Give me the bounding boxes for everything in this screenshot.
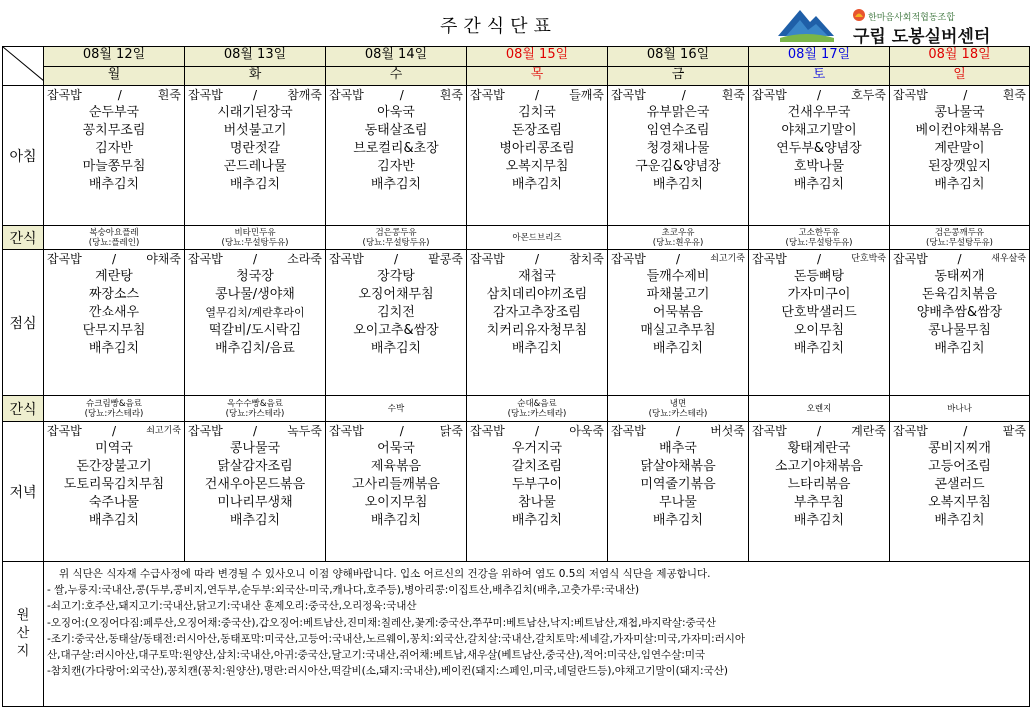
lunch-sep: /: [816, 252, 822, 266]
snack2-name: 바나나: [947, 403, 972, 414]
meal-label-lunch: 점심: [3, 250, 44, 396]
header-corner: [3, 47, 44, 86]
lunch-dish: 배추김치: [88, 341, 140, 356]
day-0: 월: [44, 66, 185, 86]
dinner-porridge: 팥죽: [1002, 424, 1026, 438]
origin-line: -조기:중국산,동태살/동태전:러시아산,동태포막:미국산,고등어:국내산,노르웨이,꽁치:외국산,갈치살:국내산,갈치토막:세네갈,가자미살:미국,가자미:러시아: [47, 632, 746, 645]
breakfast-sep: /: [399, 88, 404, 102]
dinner-rice: 잡곡밥: [470, 424, 505, 438]
breakfast-sep: /: [117, 88, 122, 102]
breakfast-dish: 명란젓갈: [229, 141, 281, 156]
breakfast-dish: 브로컬리&초장: [353, 141, 439, 156]
dinner-rice-porridge-line: [749, 422, 889, 440]
dinner-dish: 배추김치: [793, 513, 845, 528]
origin-line: -참치캔(가다랑어:외국산),꽁치캔(꽁치:원양산),명란:러시아산,떡갈비(소,돼지:국내산),베이컨(돼지:스페인,미국,네덜란드등),야채고기말이(돼지:국산): [47, 665, 728, 678]
snack1-cell-5: [749, 226, 890, 250]
breakfast-sep: /: [534, 88, 540, 102]
breakfast-dish: 연두부&양념장: [776, 141, 862, 156]
weekly-menu-table: [2, 46, 1030, 707]
lunch-dish: 가자미구이: [787, 287, 851, 302]
dinner-dish: 배추김치: [511, 513, 563, 528]
snack2-diabetic-note: (당뇨:카스테라): [648, 408, 708, 419]
date-0: 08월 12일: [44, 47, 185, 67]
breakfast-rice: 잡곡밥: [611, 88, 646, 102]
snack2-name: 옥수수빵&음료: [227, 398, 283, 409]
breakfast-dish: 김자반: [377, 159, 415, 174]
breakfast-porridge: 흰죽: [1002, 88, 1026, 102]
breakfast-dish: 배추김치: [511, 177, 563, 192]
dinner-dish: 콩비지찌개: [928, 441, 991, 456]
breakfast-dish: 버섯불고기: [223, 123, 287, 138]
day-2: 수: [326, 66, 467, 86]
lunch-dish: 떡갈비/도시락김: [208, 323, 302, 338]
dinner-dish: 어묵국: [377, 441, 415, 456]
snack1-diabetic-note: (당뇨:무설탕두유): [362, 237, 430, 248]
dinner-dish: 갈치조림: [511, 459, 563, 474]
page-title: 주간식단표: [440, 16, 557, 37]
corner-diagonal: [3, 47, 44, 81]
lunch-sep: /: [957, 252, 962, 266]
dinner-dish: 제육볶음: [370, 459, 422, 474]
lunch-porridge: 쇠고기죽: [710, 254, 745, 264]
dinner-dish: 도토리묵김치무침: [63, 477, 165, 492]
logo-center-name: 구립 도봉실버센터: [853, 27, 991, 47]
snack2-cell-2: [326, 396, 467, 422]
breakfast-cell-3: [467, 86, 608, 226]
breakfast-dish: 청경채나물: [646, 141, 710, 156]
snack2-name: 오렌지: [806, 403, 832, 414]
dinner-rice-porridge-line: [608, 422, 748, 440]
breakfast-dish: 배추김치: [370, 177, 422, 192]
snack1-cell-3: [467, 226, 608, 250]
lunch-rice-porridge-line: [890, 250, 1029, 268]
lunch-cell-1: [185, 250, 326, 396]
lunch-dish: 배추김치: [370, 341, 422, 356]
breakfast-porridge: 호두죽: [851, 88, 886, 102]
dinner-cell-2: [326, 422, 467, 562]
dinner-porridge: 계란죽: [851, 424, 886, 438]
dinner-sep: /: [399, 424, 404, 438]
dinner-dish: 미나리무생채: [217, 495, 293, 510]
snack1-cell-4: [608, 226, 749, 250]
dinner-rice-porridge-line: [326, 422, 466, 440]
dinner-cell-5: [749, 422, 890, 562]
date-3: 08월 15일: [467, 47, 608, 67]
breakfast-rice: 잡곡밥: [470, 88, 505, 102]
origin-notes: [44, 562, 1030, 707]
dinner-dish: 닭살감자조림: [217, 459, 293, 474]
day-4: 금: [608, 66, 749, 86]
breakfast-rice-porridge-line: [467, 86, 607, 104]
breakfast-rice: 잡곡밥: [329, 88, 364, 102]
lunch-dish: 단호박샐러드: [781, 305, 857, 320]
lunch-dish: 감자고추장조림: [493, 305, 581, 320]
lunch-sep: /: [675, 252, 681, 266]
lunch-dish: 오이무침: [793, 323, 845, 338]
dinner-rice: 잡곡밥: [611, 424, 646, 438]
lunch-dish: 열무김치/계란후라이: [205, 306, 305, 319]
snack1-diabetic-note: (당뇨:무설탕두유): [926, 237, 993, 248]
mountain-logo-icon: [776, 4, 836, 44]
breakfast-dish: 콩나물국: [934, 105, 985, 120]
breakfast-cell-5: [749, 86, 890, 226]
dinner-rice: 잡곡밥: [893, 424, 928, 438]
day-5: 토: [749, 66, 890, 86]
dinner-cell-3: [467, 422, 608, 562]
breakfast-porridge: 흰죽: [721, 88, 745, 102]
title-bar: [0, 0, 1033, 46]
dinner-dish: 황태계란국: [787, 441, 851, 456]
lunch-porridge: 단호박죽: [851, 254, 886, 264]
dinner-rice-porridge-line: [467, 422, 607, 440]
lunch-cell-3: [467, 250, 608, 396]
snack1-name: 검은콩두유: [375, 227, 417, 238]
breakfast-porridge: 흰죽: [157, 88, 181, 102]
breakfast-sep: /: [681, 88, 686, 102]
lunch-dish: 깐쇼새우: [88, 305, 140, 320]
origin-line: - 쌀,누룽지:국내산,콩(두부,콩비지,연두부,순두부:외국산-미국,캐나다,호주등),병아리콩:이집트산,배추김치(배추,고춧가루:국내산): [47, 584, 640, 597]
lunch-porridge: 새우살죽: [991, 254, 1026, 264]
origin-label: [3, 562, 44, 707]
lunch-rice-porridge-line: [749, 250, 889, 268]
dinner-dish: 배추김치: [88, 513, 140, 528]
lunch-rice-porridge-line: [326, 250, 466, 268]
breakfast-cell-1: [185, 86, 326, 226]
breakfast-dish: 아욱국: [377, 105, 415, 120]
day-3: 목: [467, 66, 608, 86]
snack2-name: 슈크림빵&음료: [86, 398, 142, 409]
breakfast-dish: 김치국: [518, 105, 556, 120]
lunch-rice: 잡곡밥: [611, 252, 646, 266]
breakfast-dish: 베이컨야채볶음: [915, 123, 1004, 138]
lunch-sep: /: [111, 252, 117, 266]
snack1-cell-2: [326, 226, 467, 250]
dinner-dish: 돈간장불고기: [76, 459, 152, 474]
dinner-rice-porridge-line: [185, 422, 325, 440]
breakfast-cell-6: [890, 86, 1030, 226]
lunch-dish: 청국장: [236, 269, 274, 284]
lunch-dish: 배추김치: [652, 341, 704, 356]
dinner-cell-4: [608, 422, 749, 562]
breakfast-dish: 오복지무침: [505, 159, 569, 174]
dinner-dish: 느타리볶음: [787, 477, 851, 492]
day-1: 화: [185, 66, 326, 86]
snack2-diabetic-note: (당뇨:카스테라): [225, 408, 285, 419]
dinner-cell-6: [890, 422, 1030, 562]
date-5: 08월 17일: [749, 47, 890, 67]
breakfast-dish: 시래기된장국: [217, 105, 293, 120]
logo-organization: 한마음사회적협동조합: [868, 13, 955, 23]
snack2-cell-0: [44, 396, 185, 422]
lunch-dish: 매실고추무침: [640, 323, 716, 338]
dinner-dish: 참나물: [518, 495, 556, 510]
lunch-dish: 동태찌개: [934, 269, 985, 284]
dinner-dish: 배추김치: [229, 513, 281, 528]
snack1-name: 초코우유: [661, 227, 695, 238]
dinner-sep: /: [534, 424, 540, 438]
dinner-dish: 숙주나물: [88, 495, 140, 510]
dinner-porridge: 아욱죽: [569, 424, 604, 438]
lunch-dish: 파채불고기: [646, 287, 710, 302]
snack1-cell-6: [890, 226, 1030, 250]
snack2-name: 순대&음료: [517, 398, 557, 409]
date-6: 08월 18일: [890, 47, 1030, 67]
breakfast-sep: /: [963, 88, 968, 102]
breakfast-rice-porridge-line: [44, 86, 184, 104]
dinner-cell-0: [44, 422, 185, 562]
dinner-sep: /: [963, 424, 968, 438]
dinner-dish: 닭살야채볶음: [640, 459, 716, 474]
breakfast-dish: 꽁치무조림: [82, 123, 146, 138]
dinner-dish: 배추국: [659, 441, 697, 456]
lunch-dish: 배추김치: [793, 341, 845, 356]
lunch-dish: 삼치데리야끼조림: [486, 287, 588, 302]
breakfast-sep: /: [816, 88, 822, 102]
center-logo: [776, 4, 1032, 47]
dinner-sep: /: [252, 424, 258, 438]
breakfast-dish: 계란말이: [934, 141, 985, 156]
snack2-cell-3: [467, 396, 608, 422]
lunch-dish: 재첩국: [518, 269, 556, 284]
lunch-dish: 어묵볶음: [652, 305, 704, 320]
breakfast-dish: 김자반: [95, 141, 133, 156]
dinner-sep: /: [675, 424, 681, 438]
lunch-rice-porridge-line: [185, 250, 325, 268]
breakfast-dish: 야채고기말이: [781, 123, 857, 138]
lunch-rice: 잡곡밥: [893, 252, 928, 266]
origin-line: 산,대구살:러시아산,대구토막:원양산,삼치:국내산,아귀:중국산,달고기:국내산,쥐어채:베트남,새우살(베트남산,중국산),적어:미국산,임연수살:미국: [47, 649, 706, 662]
origin-notice: 위 식단은 식자재 수급사정에 따라 변경될 수 있사오니 이점 양해바랍니다. 입소 어르신의 건강을 위하여 염도 0.5의 저염식 식단을 제공합니다.: [59, 568, 711, 580]
lunch-dish: 양배추쌈&쌈장: [916, 305, 1003, 320]
lunch-dish: 콩나물/생야채: [215, 287, 295, 302]
lunch-porridge: 소라죽: [287, 252, 322, 266]
lunch-sep: /: [252, 252, 258, 266]
lunch-dish: 계란탕: [95, 269, 133, 284]
lunch-dish: 단무지무침: [82, 323, 146, 338]
breakfast-dish: 돈장조림: [511, 123, 563, 138]
breakfast-dish: 유부맑은국: [646, 105, 710, 120]
breakfast-sep: /: [252, 88, 258, 102]
lunch-porridge: 참치죽: [569, 252, 604, 266]
lunch-dish: 들깨수제비: [646, 269, 710, 284]
dinner-rice: 잡곡밥: [188, 424, 223, 438]
meal-label-snack-morning: 간식: [3, 226, 44, 250]
lunch-sep: /: [393, 252, 399, 266]
lunch-dish: 오이고추&쌈장: [353, 323, 439, 338]
breakfast-porridge: 흰죽: [439, 88, 463, 102]
dinner-dish: 고사리들깨볶음: [352, 477, 440, 492]
breakfast-dish: 된장깻잎지: [928, 159, 991, 174]
snack1-cell-0: [44, 226, 185, 250]
snack2-cell-5: [749, 396, 890, 422]
breakfast-rice-porridge-line: [185, 86, 325, 104]
lunch-cell-6: [890, 250, 1030, 396]
lunch-rice-porridge-line: [608, 250, 748, 268]
breakfast-rice: 잡곡밥: [188, 88, 223, 102]
breakfast-dish: 동태살조림: [364, 123, 428, 138]
date-1: 08월 13일: [185, 47, 326, 67]
snack1-name: 비타민두유: [234, 227, 276, 238]
snack2-name: 냉면: [669, 398, 687, 409]
breakfast-cell-0: [44, 86, 185, 226]
date-4: 08월 16일: [608, 47, 749, 67]
breakfast-rice-porridge-line: [749, 86, 889, 104]
lunch-rice: 잡곡밥: [47, 252, 82, 266]
breakfast-dish: 곤드레나물: [223, 159, 287, 174]
snack1-diabetic-note: (당뇨:플레인): [88, 237, 140, 248]
origin-lines: [47, 582, 1026, 679]
day-6: 일: [890, 66, 1030, 86]
dinner-porridge: 닭죽: [439, 424, 463, 438]
dinner-rice: 잡곡밥: [47, 424, 82, 438]
lunch-dish: 오징어채무침: [358, 287, 434, 302]
lunch-rice: 잡곡밥: [329, 252, 364, 266]
dinner-dish: 무나물: [659, 495, 697, 510]
lunch-cell-0: [44, 250, 185, 396]
lunch-cell-4: [608, 250, 749, 396]
dinner-dish: 우거지국: [511, 441, 563, 456]
dinner-dish: 오복지무침: [928, 495, 991, 510]
snack2-cell-1: [185, 396, 326, 422]
breakfast-rice-porridge-line: [608, 86, 748, 104]
breakfast-dish: 배추김치: [652, 177, 704, 192]
dinner-dish: 콩나물국: [229, 441, 281, 456]
lunch-rice: 잡곡밥: [188, 252, 223, 266]
dinner-porridge: 녹두죽: [287, 424, 322, 438]
lunch-dish: 짜장소스: [88, 287, 140, 302]
dinner-dish: 건새우아몬드볶음: [204, 477, 306, 492]
dinner-dish: 배추김치: [934, 513, 985, 528]
snack2-name: 수박: [387, 403, 405, 414]
dinner-dish: 부추무침: [793, 495, 845, 510]
lunch-sep: /: [534, 252, 540, 266]
meal-label-dinner: 저녁: [3, 422, 44, 562]
lunch-rice: 잡곡밥: [752, 252, 787, 266]
lunch-rice-porridge-line: [44, 250, 184, 268]
dinner-porridge: 쇠고기죽: [146, 426, 181, 436]
breakfast-rice: 잡곡밥: [47, 88, 82, 102]
snack1-diabetic-note: (당뇨:무설탕두유): [221, 237, 289, 248]
breakfast-dish: 임연수조림: [646, 123, 710, 138]
breakfast-rice-porridge-line: [890, 86, 1029, 104]
snack1-cell-1: [185, 226, 326, 250]
dinner-porridge: 버섯죽: [710, 424, 745, 438]
snack2-diabetic-note: (당뇨:카스테라): [507, 408, 567, 419]
breakfast-porridge: 들깨죽: [569, 88, 604, 102]
breakfast-dish: 병아리콩조림: [499, 141, 575, 156]
lunch-dish: 돈육김치볶음: [921, 287, 998, 302]
meal-label-breakfast: 아침: [3, 86, 44, 226]
lunch-dish: 김치전: [377, 305, 415, 320]
lunch-cell-5: [749, 250, 890, 396]
dinner-rice: 잡곡밥: [329, 424, 364, 438]
dinner-sep: /: [111, 424, 117, 438]
snack2-diabetic-note: (당뇨:카스테라): [84, 408, 144, 419]
dinner-rice-porridge-line: [44, 422, 184, 440]
lunch-cell-2: [326, 250, 467, 396]
breakfast-rice: 잡곡밥: [752, 88, 787, 102]
lunch-rice-porridge-line: [467, 250, 607, 268]
lunch-dish: 배추김치: [934, 341, 985, 356]
snack2-cell-4: [608, 396, 749, 422]
snack1-diabetic-note: (당뇨:흰우유): [652, 237, 704, 248]
breakfast-rice: 잡곡밥: [893, 88, 928, 102]
breakfast-rice-porridge-line: [326, 86, 466, 104]
dinner-dish: 배추김치: [370, 513, 422, 528]
dinner-dish: 콘샐러드: [934, 477, 985, 492]
lunch-dish: 배추김치: [511, 341, 563, 356]
snack1-name: 아몬드브리즈: [512, 232, 562, 243]
dinner-dish: 미역국: [95, 441, 133, 456]
dinner-dish: 오이지무침: [364, 495, 428, 510]
breakfast-dish: 배추김치: [229, 177, 281, 192]
breakfast-dish: 순두부국: [88, 105, 140, 120]
date-2: 08월 14일: [326, 47, 467, 67]
meal-label-snack-afternoon: 간식: [3, 396, 44, 422]
dinner-rice-porridge-line: [890, 422, 1029, 440]
lunch-dish: 배추김치/음료: [215, 341, 295, 356]
dinner-cell-1: [185, 422, 326, 562]
breakfast-cell-4: [608, 86, 749, 226]
lunch-porridge: 야채죽: [146, 252, 181, 266]
lunch-dish: 돈등뼈탕: [793, 269, 845, 284]
coop-leaf-icon: [852, 8, 866, 22]
breakfast-dish: 마늘쫑무침: [82, 159, 146, 174]
snack1-diabetic-note: (당뇨:무설탕두유): [785, 237, 853, 248]
origin-label-text: 원산지: [16, 608, 30, 659]
origin-line: -쇠고기:호주산,돼지고기:국내산,닭고기:국내산 훈제오리:중국산,오리정육:국내산: [47, 600, 417, 613]
dinner-dish: 배추김치: [652, 513, 704, 528]
breakfast-cell-2: [326, 86, 467, 226]
breakfast-dish: 구운김&양념장: [635, 159, 721, 174]
dinner-dish: 고등어조림: [928, 459, 991, 474]
lunch-porridge: 팥콩죽: [428, 252, 463, 266]
origin-line: -오징어:(오징어다짐:페루산,오징어채:중국산),갑오징어:베트남산,진미채:칠레산,꽃게:중국산,쭈꾸미:베트남산,낙지:베트남산,재첩,바지락살:중국산: [47, 616, 716, 629]
lunch-dish: 치커리유자청무침: [486, 323, 588, 338]
breakfast-dish: 건새우무국: [787, 105, 851, 120]
breakfast-dish: 배추김치: [934, 177, 985, 192]
snack1-name: 검은콩깨두유: [934, 227, 985, 238]
dinner-rice: 잡곡밥: [752, 424, 787, 438]
lunch-dish: 장각탕: [377, 269, 415, 284]
lunch-dish: 콩나물무침: [928, 323, 991, 338]
snack1-name: 고소한두유: [798, 227, 840, 238]
dinner-sep: /: [816, 424, 822, 438]
dinner-dish: 두부구이: [511, 477, 563, 492]
snack1-name: 복숭아요플레: [89, 227, 139, 238]
breakfast-porridge: 참깨죽: [287, 88, 322, 102]
snack2-cell-6: [890, 396, 1030, 422]
dinner-dish: 미역줄기볶음: [640, 477, 716, 492]
breakfast-dish: 호박나물: [793, 159, 845, 174]
breakfast-dish: 배추김치: [88, 177, 140, 192]
dinner-dish: 소고기야채볶음: [775, 459, 863, 474]
breakfast-dish: 배추김치: [793, 177, 845, 192]
lunch-rice: 잡곡밥: [470, 252, 505, 266]
